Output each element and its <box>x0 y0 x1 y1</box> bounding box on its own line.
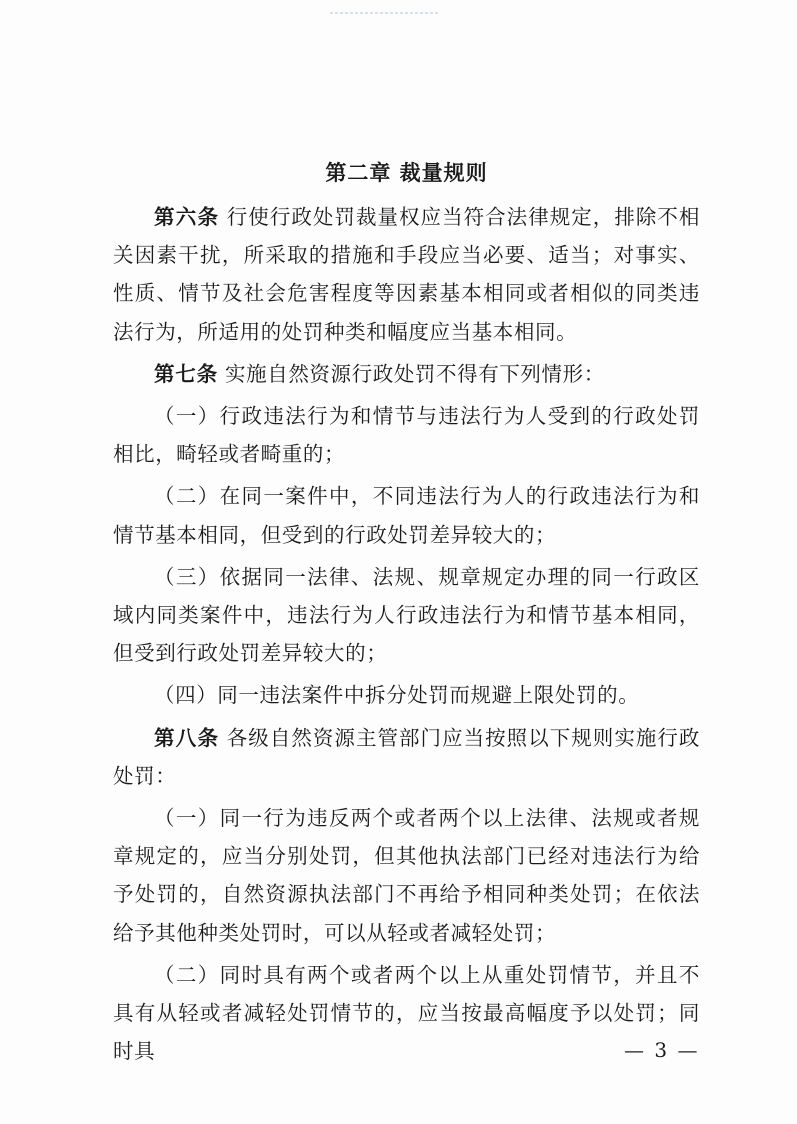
clause-item <box>113 956 700 1071</box>
article-six <box>113 198 700 351</box>
clause-text: （三）依据同一法律、法规、规章规定办理的同一行政区域内同类案件中，违法行为人行政违法行为和情节基本相同，但受到行政处罚差异较大的； <box>113 564 700 666</box>
article-eight <box>113 719 700 795</box>
page-number: — 3 — <box>624 1038 700 1062</box>
article-text: 各级自然资源主管部门应当按照以下规则实施行政处罚： <box>113 725 701 788</box>
chapter-title: 第二章 裁量规则 <box>325 161 488 185</box>
article-label: 第八条 <box>154 725 220 750</box>
article-seven <box>113 355 700 393</box>
article-label: 第六条 <box>154 205 220 229</box>
article-label: 第七条 <box>154 361 218 386</box>
clause-text: （二）在同一案件中，不同违法行为人的行政违法行为和情节基本相同，但受到的行政处罚差异较大的； <box>113 484 700 547</box>
document-body <box>113 158 700 1074</box>
clause-text: （一）同一行为违反两个或者两个以上法律、法规或者规章规定的，应当分别处罚，但其他执法部门已经对违法行为给予处罚的，自然资源执法部门不再给予相同种类处罚；在依法给予其他种类处罚时，可以从轻或者减轻处罚； <box>113 806 700 945</box>
clause-text: （二）同时具有两个或者两个以上从重处罚情节，并且不具有从轻或者减轻处罚情节的，应当按最高幅度予以处罚；同时具 <box>113 962 700 1064</box>
article-text: 行使行政处罚裁量权应当符合法律规定，排除不相关因素干扰，所采取的措施和手段应当必要、适当；对事实、性质、情节及社会危害程度等因素基本相同或者相似的同类违法行为，所适用的处罚种类和幅度应当基本相同。 <box>113 205 701 344</box>
clause-item <box>113 799 700 952</box>
article-text: 实施自然资源行政处罚不得有下列情形： <box>225 361 605 386</box>
clause-text: （一）行政违法行为和情节与违法行为人受到的行政处罚相比，畸轻或者畸重的； <box>113 404 700 467</box>
clause-item <box>113 676 700 714</box>
clause-item <box>113 477 700 553</box>
clause-item <box>113 558 700 673</box>
clause-text: （四）同一违法案件中拆分处罚而规避上限处罚的。 <box>154 683 640 708</box>
scan-artifact-mark <box>330 8 440 18</box>
clause-item <box>113 397 700 473</box>
